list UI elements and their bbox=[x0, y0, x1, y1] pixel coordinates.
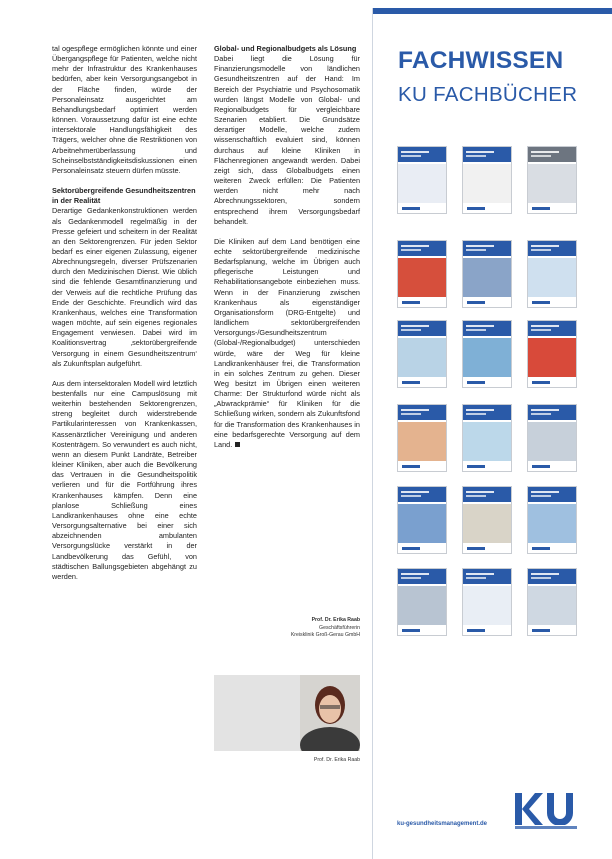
book-publisher-mark bbox=[402, 629, 420, 632]
book-title-band bbox=[398, 147, 446, 162]
book-publisher-mark bbox=[532, 301, 550, 304]
book-cover[interactable] bbox=[397, 240, 447, 308]
book-cover[interactable] bbox=[527, 146, 577, 214]
book-cover[interactable] bbox=[527, 486, 577, 554]
book-cover[interactable] bbox=[397, 146, 447, 214]
book-cover[interactable] bbox=[462, 320, 512, 388]
book-cover-image bbox=[398, 258, 446, 297]
section-heading: Global- und Regionalbudgets als Lösung bbox=[214, 44, 357, 53]
book-cover-image bbox=[528, 504, 576, 543]
book-title-band bbox=[463, 147, 511, 162]
sidebar-subtitle: KU FACHBÜCHER bbox=[398, 83, 578, 106]
book-publisher-mark bbox=[467, 465, 485, 468]
book-cover-image bbox=[528, 422, 576, 461]
book-title-band bbox=[398, 241, 446, 256]
book-cover-image bbox=[463, 338, 511, 377]
book-publisher-mark bbox=[402, 465, 420, 468]
book-cover-image bbox=[398, 338, 446, 377]
book-title-band bbox=[528, 487, 576, 502]
paragraph: Derartige Gedankenkonstruktionen werden als Gedankenmodell regelmäßig in der Presse gefeiert und scheitern in der Realität an den Sektorengrenzen. Für jeden Sektor bedarf es einer eigenen Zulassung, eigener Abrechnungsregeln, diverser Prüfszenarien durch den Medizinischen Dienst. Wie üblich sind die fehlende Gesamtfinanzierung und der Verweis auf die rechtliche Prüfung das Ende der Geschichte. Freundlich wird das Krankenhaus, welches eine Transformation wagen möchte, auf sein eigenes regionales Engagement verwiesen. Dabei wird im Koalitionsvertrag ‚sektorübergreifende Versorgung in einem Gesundheitszentrum‘ als Zukunftsplan aufgeführt. bbox=[52, 206, 197, 368]
article-column-1 bbox=[52, 44, 197, 592]
book-title-band bbox=[398, 487, 446, 502]
book-cover-image bbox=[463, 164, 511, 203]
book-cover[interactable] bbox=[397, 568, 447, 636]
book-cover-image bbox=[398, 586, 446, 625]
book-title-band bbox=[463, 241, 511, 256]
column-divider bbox=[372, 8, 373, 859]
book-cover[interactable] bbox=[527, 404, 577, 472]
book-cover[interactable] bbox=[527, 320, 577, 388]
paragraph: Dabei liegt die Lösung für Finanzierungsmodelle von ländlichen Gesundheitszentren auf der Hand: Im Bereich der Psychiatrie und Psychosomatik wurden längst Modelle von Global- und Regionalbudgets für vergleichbare Szenarien etabliert. Die Grundsätze derartiger Modelle, welche zudem wissenschaftlich evaluiert sind, können durchaus auf kleine Kliniken in Flächenregionen angewandt werden. Dabei zeigt sich, dass Globalbudgets einen weiteren Zweck erfüllen: Die Patienten werden nicht mehr nach Abrechnungssektoren, sondern entsprechend ihrem Versorgungsbedarf behandelt. bbox=[214, 54, 360, 226]
section-heading: Sektorübergreifende Gesundheitszentren in der Realität bbox=[52, 186, 196, 206]
portrait-image bbox=[214, 675, 360, 751]
book-publisher-mark bbox=[402, 547, 420, 550]
book-cover-image bbox=[398, 422, 446, 461]
book-publisher-mark bbox=[467, 381, 485, 384]
book-publisher-mark bbox=[402, 301, 420, 304]
book-title-band bbox=[463, 321, 511, 336]
book-cover-image bbox=[398, 164, 446, 203]
paragraph bbox=[214, 237, 360, 450]
book-cover[interactable] bbox=[462, 146, 512, 214]
book-cover[interactable] bbox=[462, 240, 512, 308]
book-cover-image bbox=[463, 504, 511, 543]
book-title-band bbox=[463, 405, 511, 420]
book-cover[interactable] bbox=[397, 404, 447, 472]
book-cover[interactable] bbox=[397, 486, 447, 554]
author-role: Geschäftsführerin bbox=[319, 624, 360, 631]
book-publisher-mark bbox=[402, 207, 420, 210]
book-cover-image bbox=[528, 258, 576, 297]
book-title-band bbox=[398, 569, 446, 584]
book-publisher-mark bbox=[532, 629, 550, 632]
book-publisher-mark bbox=[467, 301, 485, 304]
book-title-band bbox=[398, 405, 446, 420]
paragraph: tal ogespflege ermöglichen könnte und einer Übergangspflege für Patienten, welche nicht mehr der Infrastruktur des Krankenhauses bedürfen, aber kein Versorgungsangebot in der Fläche finden, würde der Personaleinsatz ausgerichtet am Behandlungsbedarf optimiert werden können. Voraussetzung dafür ist eine echte intersektorale Handlungsfähigkeit des Trägers, welcher ohne die Restriktionen von Arbeitnehmerüberlassung und Scheinselbstständigkeitsdiskussionen einen Personaleinsatz steuern dürfen müsste. bbox=[52, 44, 197, 175]
end-mark-icon bbox=[235, 442, 240, 447]
book-cover[interactable] bbox=[527, 240, 577, 308]
sidebar-top-bar bbox=[373, 8, 612, 14]
book-cover-image bbox=[528, 586, 576, 625]
website-link[interactable]: ku-gesundheitsmanagement.de bbox=[397, 821, 488, 827]
book-publisher-mark bbox=[532, 547, 550, 550]
book-title-band bbox=[463, 487, 511, 502]
book-publisher-mark bbox=[532, 381, 550, 384]
book-cover-image bbox=[528, 338, 576, 377]
book-title-band bbox=[528, 321, 576, 336]
sidebar-title: FACHWISSEN bbox=[398, 47, 564, 74]
ku-logo-icon bbox=[515, 793, 577, 825]
book-cover[interactable] bbox=[527, 568, 577, 636]
paragraph: Aus dem intersektoralen Modell wird letztlich bestenfalls nur eine Campuslösung mit weiterhin bestehenden Sektorengrenzen, streng begleitet durch widerstrebende Partikularinteressen von Krankenkassen, Kassenärztlicher Vereinigung und anderen Kostenträgern. So verwundert es auch nicht, wenn an diesem Punkt Landräte, Betreiber kleiner Kliniken, aber auch die Bevölkerung das Vertrauen in die Gesundheitspolitik verlieren und für die Fortführung ihres Krankenhauses kämpfen. Denn eine planlose Schließung eines Landkrankenhauses ohne eine echte Versorgungsalternative bei einer sich abzeichnenden ambulanten Versorgungslücke verstärkt in der Landbevölkerung das Gefühl, von städtischen Ballungsgebieten abgehängt zu werden. bbox=[52, 378, 197, 581]
book-publisher-mark bbox=[532, 207, 550, 210]
logo-tagline-bar bbox=[515, 826, 577, 829]
book-cover-image bbox=[528, 164, 576, 203]
book-title-band bbox=[398, 321, 446, 336]
book-publisher-mark bbox=[467, 207, 485, 210]
book-publisher-mark bbox=[467, 547, 485, 550]
author-photo bbox=[214, 675, 360, 751]
author-org: Kreisklinik Groß-Gerau GmbH bbox=[290, 632, 360, 638]
book-cover-image bbox=[463, 586, 511, 625]
book-cover[interactable] bbox=[462, 486, 512, 554]
book-cover[interactable] bbox=[462, 568, 512, 636]
photo-caption: Prof. Dr. Erika Raab bbox=[313, 757, 360, 763]
book-publisher-mark bbox=[467, 629, 485, 632]
book-publisher-mark bbox=[402, 381, 420, 384]
book-title-band bbox=[528, 405, 576, 420]
book-cover[interactable] bbox=[462, 404, 512, 472]
paragraph-text: Die Kliniken auf dem Land benötigen eine echte sektorübergreifende medizinische Bedarfsplanung, welche im Übrigen auch pflegerische Leistungen und Rehabilitationsangebote einbeziehen muss. Wenn in der Finanzierung zwischen Krankenhaus als eigenständiger Organisationsform (DRG-Entgelte) und ländlichem sektorübergreifenden Versorgungs-/Gesundheitszentrum (Global-/Regionalbudget) unterschieden würde, wäre der Weg für kleine Landkrankenhäuser frei, die Transformation in ein solches Zentrum zu gehen. Dieser Weg besitzt im Übrigen einen weiteren Charme: Der Strukturfond würde nicht als „Abwrackprämie“ für Kliniken für die Schließung wirken, sondern als Zukunftsfond für die Transformation des Krankenhauses in eine bedarfsgerechte Versorgung auf dem Land. bbox=[214, 236, 360, 449]
book-title-band bbox=[528, 147, 576, 162]
book-title-band bbox=[463, 569, 511, 584]
book-cover-image bbox=[463, 258, 511, 297]
author-name: Prof. Dr. Erika Raab bbox=[311, 617, 360, 623]
article-column-2 bbox=[214, 44, 360, 460]
book-title-band bbox=[528, 569, 576, 584]
author-block bbox=[214, 617, 360, 640]
book-title-band bbox=[528, 241, 576, 256]
book-publisher-mark bbox=[532, 465, 550, 468]
book-cover-image bbox=[398, 504, 446, 543]
book-cover-image bbox=[463, 422, 511, 461]
book-cover[interactable] bbox=[397, 320, 447, 388]
